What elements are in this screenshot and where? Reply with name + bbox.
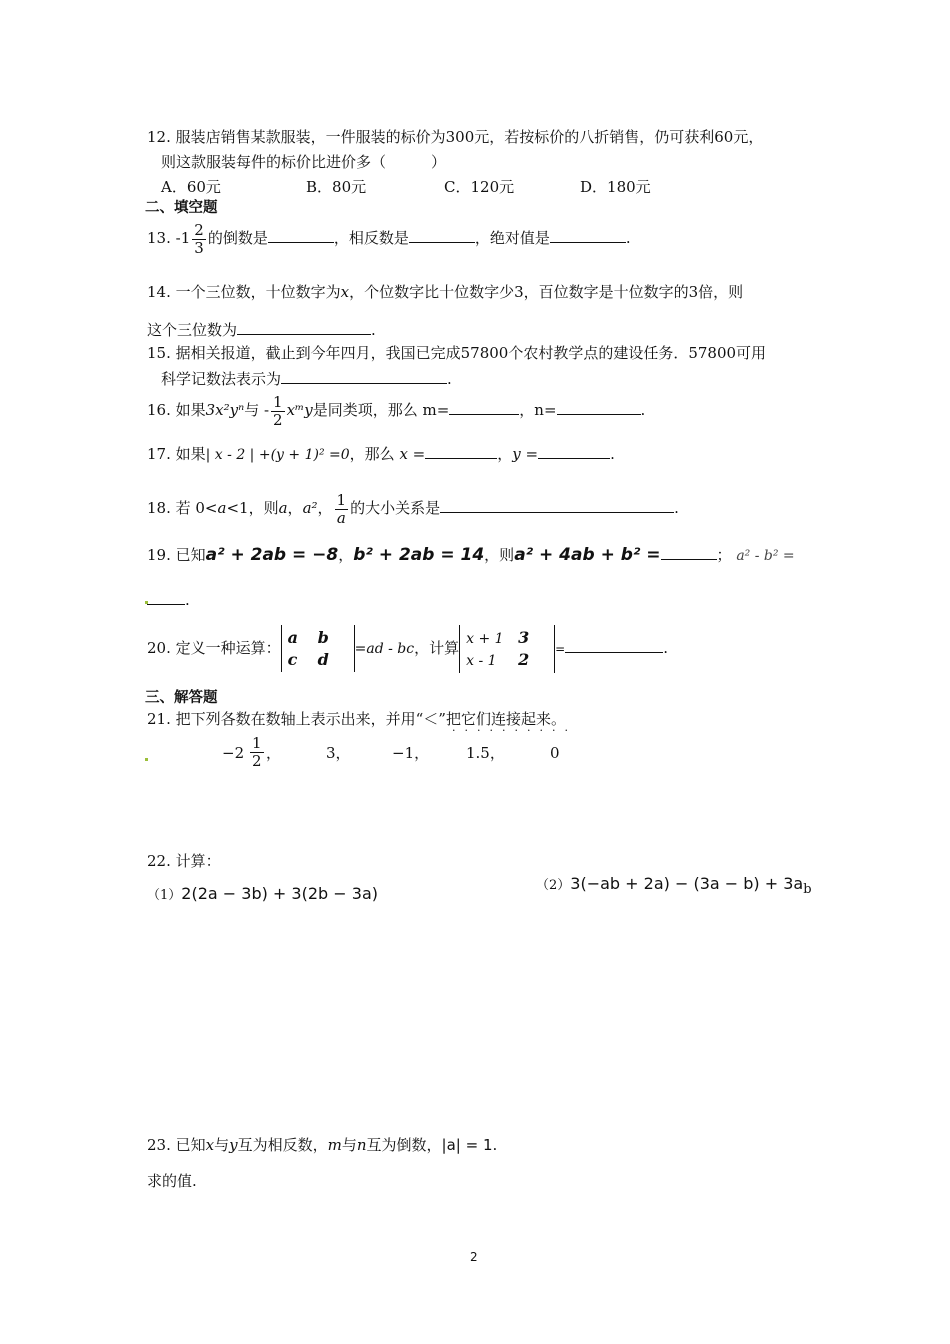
q23-n: n (356, 1136, 367, 1154)
q18-a2: a (278, 499, 288, 517)
q15-text: 科学记数法表示为 (161, 370, 282, 388)
q20-eq2: = (555, 641, 566, 656)
q16-text2: 是同类项，那么 m= (312, 401, 450, 419)
q18-text2: <1，则 (226, 499, 279, 517)
q16-blank-m[interactable] (449, 400, 519, 415)
q21-num-0: 0 (550, 744, 560, 762)
q17-comma: ， (497, 445, 513, 463)
q22-part1-expr: 2(2a − 3b) + 3(2b − 3a) (181, 884, 378, 903)
q23-end: . (492, 1136, 498, 1154)
q20-text2: ，计算 (414, 638, 460, 657)
q14-x: x (340, 283, 350, 301)
q17-end: . (610, 445, 615, 463)
q18-frac-den: a (336, 508, 346, 527)
q20-determinant-calc (459, 625, 555, 673)
q18-a3: a² (302, 499, 318, 517)
q23-x: x (205, 1136, 215, 1154)
q16-expr2: xᵐy (286, 401, 313, 419)
q12-line1: 12. 服装店销售某款服装，一件服装的标价为300元，若按标价的八折销售，仍可获利60元， (147, 128, 764, 146)
q21-num-mixed-frac (250, 735, 264, 769)
section-answer-heading: 三、解答题 (145, 690, 218, 706)
q16-expr1: 3x²yⁿ (205, 401, 245, 419)
q21-emphasis-dots: ·········· (452, 724, 577, 737)
q13 (147, 222, 631, 256)
stray-dot-2 (145, 758, 148, 761)
q19-end: . (185, 591, 190, 609)
q13-text3: ，绝对值是 (474, 229, 550, 247)
q23-m: m (327, 1136, 342, 1154)
q19-eq1: a² + 2ab = −8 (205, 545, 339, 565)
q15-line1: 15. 据相关报道，截止到今年四月，我国已完成57800个农村教学点的建设任务．57800可用 (147, 344, 767, 362)
q15-line2 (161, 369, 452, 388)
q20-m11: a (287, 628, 298, 648)
q18-frac-num: 1 (336, 491, 347, 509)
q19-text1: 19. 已知 (147, 546, 206, 564)
q20-n22: 2 (518, 649, 530, 669)
q21-num-neg1: −1， (392, 744, 430, 762)
q19-blank1[interactable] (661, 545, 717, 560)
q12-option-b: B．80元 (306, 178, 367, 196)
q13-text1: 的倒数是 (207, 229, 268, 247)
q18-end: . (674, 499, 679, 517)
q20-text1: 20. 定义一种运算： (147, 638, 281, 657)
q22-part2-label: （2） (536, 878, 571, 893)
q21-line1: 21. 把下列各数在数轴上表示出来，并用“＜”把它们连接起来。 (147, 710, 566, 728)
q22-part1-label: （1） (147, 888, 182, 903)
q20-n12: 3 (518, 628, 530, 647)
q20-m21: c (287, 649, 298, 669)
q17-blank-x[interactable] (425, 444, 497, 459)
section-fill-in-heading: 二、填空题 (145, 200, 218, 216)
q22-part2-expr: 3(−ab + 2a) − (3a − b) + 3a (570, 874, 804, 893)
q13-frac-num: 2 (194, 221, 204, 239)
q12-option-c: C．120元 (444, 178, 515, 196)
q14-line2 (147, 320, 376, 339)
q14-end: . (371, 321, 376, 339)
q15-end: . (447, 370, 452, 388)
page-number: 2 (470, 1250, 478, 1264)
q18-comma: ， (287, 499, 303, 517)
q16-end: . (640, 401, 646, 419)
q23-with1: 与 (214, 1136, 230, 1154)
q17-text1: 17. 如果 (147, 445, 206, 463)
q23-text1: 23. 已知 (147, 1136, 206, 1154)
q14-text3: 这个三位数为 (147, 321, 238, 339)
q17-text2: ，那么 (349, 445, 395, 463)
q23-line1 (147, 1136, 497, 1154)
q20-determinant-def (281, 625, 355, 672)
q16-mid: 与 - (244, 401, 270, 419)
q13-blank-reciprocal[interactable] (268, 228, 334, 243)
q17-expr: | x - 2 | +(y + 1)² =0 (205, 447, 350, 463)
q14-text2: ，个位数字比十位数字少3，百位数字是十位数字的3倍，则 (349, 283, 744, 301)
q21-numbers (222, 735, 602, 779)
q20-eq: =ad - bc (354, 640, 415, 657)
q22-part2-sub: b (803, 882, 812, 897)
q21-frac-num: 1 (252, 734, 262, 752)
q13-text2: ，相反数是 (333, 229, 409, 247)
q17-blank-y[interactable] (538, 444, 610, 459)
q14-line1 (147, 283, 743, 301)
q18-comma2: ， (317, 499, 333, 517)
q13-frac-den: 3 (194, 238, 204, 257)
q23-line2: 求的值. (147, 1172, 197, 1190)
q23-with2: 与 (341, 1136, 357, 1154)
q20-m12: b (317, 628, 329, 648)
q18 (147, 492, 679, 526)
q19-blank2[interactable] (147, 590, 185, 605)
q12-line2: 则这款服装每件的标价比进价多（ ） (161, 153, 447, 171)
q23-abs: |a| = 1 (441, 1136, 493, 1154)
q16-text1: 16. 如果 (147, 401, 206, 419)
q13-sign: -1 (175, 229, 191, 247)
q13-blank-absolute[interactable] (550, 228, 626, 243)
q20-n21: x - 1 (466, 652, 497, 669)
q17-x: x = (399, 445, 426, 463)
q21-comma: ， (266, 744, 282, 762)
q12-option-a: A．60元 (161, 178, 221, 196)
q23-y: y (229, 1136, 238, 1154)
q17-y: y = (512, 445, 539, 463)
q16-fraction (271, 394, 285, 428)
q18-fraction (335, 492, 349, 526)
q19-eq2: b² + 2ab = 14 (353, 545, 485, 565)
q13-number: 13. (147, 229, 171, 247)
q14-blank[interactable] (237, 320, 371, 335)
q20-n11: x + 1 (466, 631, 504, 647)
q15-blank[interactable] (281, 369, 447, 384)
q19-eq3: a² + 4ab + b² = (514, 545, 661, 565)
q12-option-d: D．180元 (580, 178, 651, 196)
q22-title: 22. 计算： (147, 852, 221, 870)
q16-blank-n[interactable] (557, 400, 641, 415)
q18-text1: 18. 若 0< (147, 499, 218, 517)
q16-text3: ，n= (519, 401, 557, 419)
q19-then: ，则 (484, 546, 515, 564)
q14-text1: 14. 一个三位数，十位数字为 (147, 283, 341, 301)
q22-part2 (536, 874, 812, 898)
q16 (147, 394, 645, 428)
q20 (147, 625, 668, 673)
q17 (147, 444, 615, 464)
q13-end: . (625, 229, 631, 247)
q21-num-mixed-whole: −2 (222, 744, 245, 762)
q19-eq4: a² - b² = (736, 548, 795, 564)
q23-text3: 互为倒数， (366, 1136, 442, 1154)
q13-blank-opposite[interactable] (409, 228, 475, 243)
q18-blank[interactable] (440, 498, 674, 513)
q21-num-1-5: 1.5， (466, 744, 505, 762)
q13-fraction (192, 222, 206, 256)
q20-m22: d (317, 649, 329, 669)
q20-blank[interactable] (565, 638, 663, 653)
q16-frac-den: 2 (273, 410, 283, 429)
q21-num-3: 3， (326, 744, 351, 762)
q20-end: . (663, 638, 668, 657)
q18-a1: a (217, 499, 227, 517)
q23-text2: 互为相反数， (237, 1136, 328, 1154)
q22-part1 (147, 884, 378, 904)
q19-line2 (147, 590, 190, 609)
q21-frac-den: 2 (252, 751, 262, 770)
q19-semi: ； (716, 546, 732, 564)
q18-text3: 的大小关系是 (350, 499, 441, 517)
q16-frac-num: 1 (273, 393, 283, 411)
q19-comma: ， (338, 546, 354, 564)
q19-line1 (147, 545, 795, 565)
